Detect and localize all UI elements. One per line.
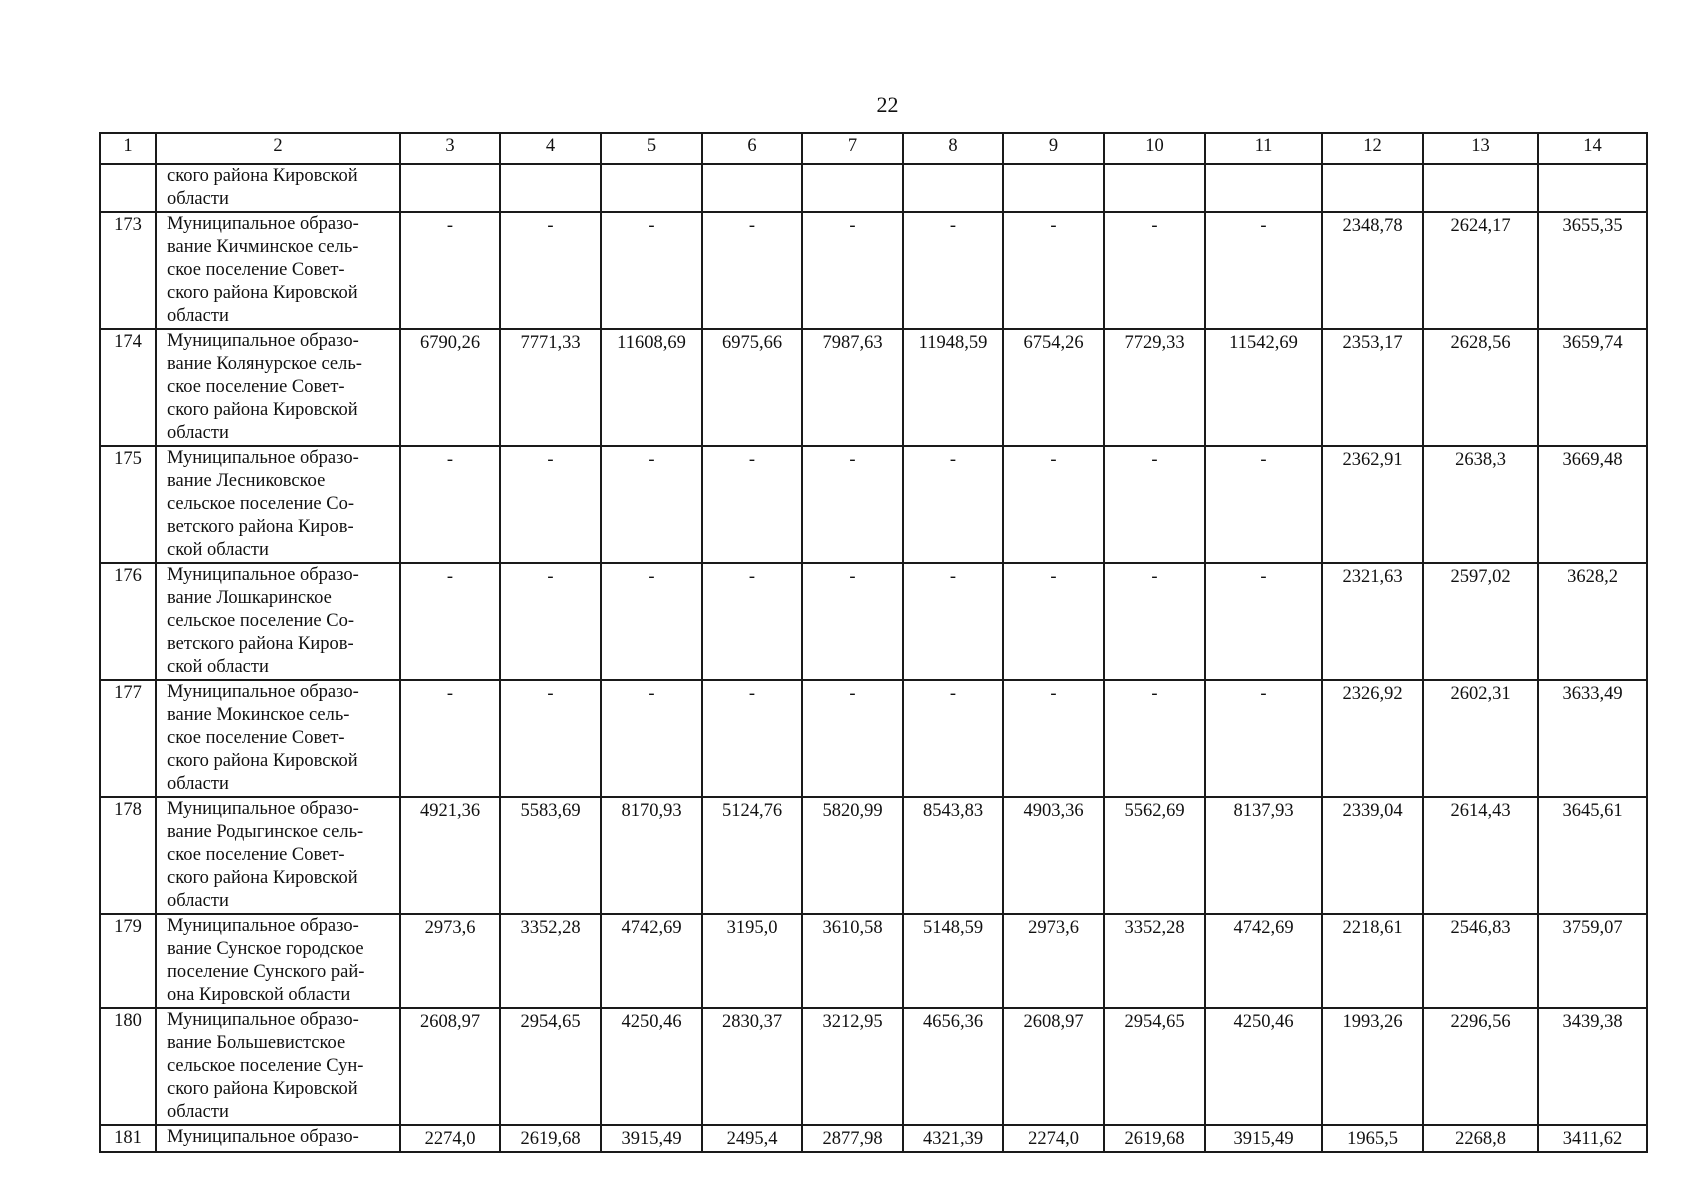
table-row [100, 212, 1647, 329]
tariff-value-cell [802, 164, 903, 212]
tariff-value-cell: 1965,5 [1322, 1125, 1423, 1152]
tariff-value-cell [500, 164, 601, 212]
tariff-value-cell: - [903, 446, 1003, 563]
tariff-value-cell: 3915,49 [1205, 1125, 1322, 1152]
tariff-value-cell: 2830,37 [702, 1008, 802, 1125]
tariff-value-cell: 3659,74 [1538, 329, 1647, 446]
tariff-value-cell: - [400, 680, 500, 797]
column-header: 3 [400, 133, 500, 164]
tariff-value-cell: 2268,8 [1423, 1125, 1538, 1152]
tariff-value-cell: 5148,59 [903, 914, 1003, 1008]
municipality-name-line: вание Большевистское [167, 1033, 346, 1053]
tariff-value-cell: 8543,83 [903, 797, 1003, 914]
tariff-value-cell: 5124,76 [702, 797, 802, 914]
municipality-name-line: Муниципальное образо- [167, 799, 359, 819]
tariff-value-cell: 8137,93 [1205, 797, 1322, 914]
tariff-value-cell: 3195,0 [702, 914, 802, 1008]
column-header: 11 [1205, 133, 1322, 164]
tariff-value-cell: 2638,3 [1423, 446, 1538, 563]
municipality-name-line: области [167, 774, 229, 794]
municipality-name-cell [156, 563, 400, 680]
tariff-value-cell: 3628,2 [1538, 563, 1647, 680]
tariff-value-cell: 2274,0 [1003, 1125, 1104, 1152]
table-row [100, 563, 1647, 680]
tariff-value-cell: 4250,46 [1205, 1008, 1322, 1125]
tariff-value-cell: - [1003, 446, 1104, 563]
tariff-value-cell: 2348,78 [1322, 212, 1423, 329]
tariff-value-cell: 2608,97 [1003, 1008, 1104, 1125]
tariff-value-cell [1104, 164, 1205, 212]
municipality-name-line: сельское поселение Сун- [167, 1056, 364, 1076]
column-header: 14 [1538, 133, 1647, 164]
column-header: 13 [1423, 133, 1538, 164]
tariff-value-cell [601, 164, 702, 212]
tariff-value-cell: - [702, 563, 802, 680]
municipality-name-line: вание Родыгинское сель- [167, 822, 364, 842]
table-row [100, 329, 1647, 446]
tariff-value-cell [702, 164, 802, 212]
tariff-value-cell [903, 164, 1003, 212]
column-number-header-row [100, 133, 1647, 164]
tariff-value-cell [1423, 164, 1538, 212]
tariff-value-cell: 2954,65 [1104, 1008, 1205, 1125]
tariff-value-cell: 11542,69 [1205, 329, 1322, 446]
table-row [100, 1008, 1647, 1125]
tariff-value-cell: - [601, 446, 702, 563]
tariff-value-cell: 3633,49 [1538, 680, 1647, 797]
municipality-name-line: ского района Кировской [167, 166, 358, 186]
municipality-name-line: ского района Кировской [167, 751, 358, 771]
tariff-value-cell: 2602,31 [1423, 680, 1538, 797]
row-number-cell: 180 [100, 1008, 156, 1125]
municipality-name-line: области [167, 189, 229, 209]
tariff-value-cell: 3915,49 [601, 1125, 702, 1152]
column-header: 9 [1003, 133, 1104, 164]
municipality-name-line: области [167, 1102, 229, 1122]
tariff-value-cell: 11948,59 [903, 329, 1003, 446]
tariff-value-cell: 4250,46 [601, 1008, 702, 1125]
municipality-name-line: вание Колянурское сель- [167, 354, 362, 374]
municipality-name-cell [156, 797, 400, 914]
municipality-name-line: ское поселение Совет- [167, 845, 345, 865]
tariff-value-cell: - [500, 212, 601, 329]
tariff-value-cell: - [1003, 212, 1104, 329]
municipality-name-line: сельское поселение Со- [167, 611, 354, 631]
tariff-value-cell: - [601, 563, 702, 680]
tariff-value-cell: - [802, 563, 903, 680]
column-header: 8 [903, 133, 1003, 164]
tariff-value-cell: 2608,97 [400, 1008, 500, 1125]
municipality-name-line: вание Сунское городское [167, 939, 364, 959]
tariff-value-cell: - [1003, 680, 1104, 797]
municipality-name-line: области [167, 891, 229, 911]
tariff-value-cell: - [1104, 563, 1205, 680]
tariff-value-cell: - [1205, 446, 1322, 563]
municipality-name-line: ского района Кировской [167, 1079, 358, 1099]
municipality-name-line: области [167, 423, 229, 443]
table-row [100, 164, 1647, 212]
column-header: 5 [601, 133, 702, 164]
tariff-value-cell: - [802, 446, 903, 563]
tariff-value-cell: 7987,63 [802, 329, 903, 446]
row-number-cell: 177 [100, 680, 156, 797]
municipality-name-line: ской области [167, 540, 269, 560]
tariff-value-cell [1538, 164, 1647, 212]
row-number-cell: 176 [100, 563, 156, 680]
tariff-value-cell: 3352,28 [500, 914, 601, 1008]
column-header: 10 [1104, 133, 1205, 164]
tariff-value-cell: 5583,69 [500, 797, 601, 914]
municipality-name-cell [156, 680, 400, 797]
tariff-value-cell: 2362,91 [1322, 446, 1423, 563]
row-number-cell: 181 [100, 1125, 156, 1152]
row-number-cell [100, 164, 156, 212]
tariff-value-cell: 4321,39 [903, 1125, 1003, 1152]
tariff-value-cell: - [1205, 563, 1322, 680]
tariff-value-cell: - [500, 563, 601, 680]
municipality-name-line: ского района Кировской [167, 868, 358, 888]
tariff-value-cell: 2274,0 [400, 1125, 500, 1152]
municipality-name-line: она Кировской области [167, 985, 351, 1005]
row-number-cell: 175 [100, 446, 156, 563]
tariff-value-cell: - [702, 212, 802, 329]
tariff-value-cell: 2619,68 [1104, 1125, 1205, 1152]
table-row [100, 446, 1647, 563]
table-row [100, 914, 1647, 1008]
municipality-name-line: Муниципальное образо- [167, 1010, 359, 1030]
tariff-value-cell: 4656,36 [903, 1008, 1003, 1125]
tariff-value-cell [400, 164, 500, 212]
municipality-name-cell [156, 914, 400, 1008]
tariff-value-cell: - [400, 212, 500, 329]
tariff-value-cell: 2218,61 [1322, 914, 1423, 1008]
tariff-value-cell: 5562,69 [1104, 797, 1205, 914]
municipality-name-line: поселение Сунского рай- [167, 962, 365, 982]
column-header: 1 [100, 133, 156, 164]
tariff-value-cell: 7729,33 [1104, 329, 1205, 446]
tariff-value-cell: 3655,35 [1538, 212, 1647, 329]
tariff-value-cell: - [1104, 446, 1205, 563]
tariff-value-cell: 2619,68 [500, 1125, 601, 1152]
municipality-name-line: Муниципальное образо- [167, 448, 359, 468]
tariff-value-cell: 2597,02 [1423, 563, 1538, 680]
tariff-value-cell [1205, 164, 1322, 212]
tariff-value-cell: 3411,62 [1538, 1125, 1647, 1152]
tariff-value-cell: - [601, 212, 702, 329]
municipality-name-cell [156, 212, 400, 329]
municipality-name-cell [156, 164, 400, 212]
tariff-value-cell: - [1104, 680, 1205, 797]
tariff-value-cell: - [500, 446, 601, 563]
municipality-name-line: Муниципальное образо- [167, 214, 359, 234]
tariff-value-cell: 3212,95 [802, 1008, 903, 1125]
tariff-value-cell: 2973,6 [400, 914, 500, 1008]
municipality-name-line: вание Лошкаринское [167, 588, 332, 608]
municipality-name-line: ское поселение Совет- [167, 260, 345, 280]
table-body [100, 133, 1647, 1152]
municipality-name-line: ветского района Киров- [167, 517, 354, 537]
table-row [100, 680, 1647, 797]
tariff-value-cell: 1993,26 [1322, 1008, 1423, 1125]
tariff-value-cell: 2326,92 [1322, 680, 1423, 797]
municipality-name-line: ское поселение Совет- [167, 728, 345, 748]
municipality-name-line: вание Лесниковское [167, 471, 326, 491]
tariff-value-cell: - [500, 680, 601, 797]
tariff-value-cell: 4742,69 [601, 914, 702, 1008]
tariff-value-cell: 7771,33 [500, 329, 601, 446]
tariff-value-cell: 6975,66 [702, 329, 802, 446]
column-header: 4 [500, 133, 601, 164]
tariff-value-cell: - [400, 563, 500, 680]
tariff-value-cell: 11608,69 [601, 329, 702, 446]
municipality-name-line: сельское поселение Со- [167, 494, 354, 514]
tariff-value-cell: 2321,63 [1322, 563, 1423, 680]
column-header: 12 [1322, 133, 1423, 164]
tariff-value-cell: - [400, 446, 500, 563]
municipality-name-cell [156, 446, 400, 563]
municipality-name-cell [156, 1008, 400, 1125]
tariff-value-cell: 5820,99 [802, 797, 903, 914]
municipality-name-line: Муниципальное образо- [167, 565, 359, 585]
row-number-cell: 173 [100, 212, 156, 329]
tariff-value-cell: - [1104, 212, 1205, 329]
municipality-name-cell [156, 329, 400, 446]
municipality-name-line: вание Кичминское сель- [167, 237, 359, 257]
tariff-value-cell: 2353,17 [1322, 329, 1423, 446]
tariff-value-cell: - [1003, 563, 1104, 680]
municipality-name-line: ветского района Киров- [167, 634, 354, 654]
tariff-value-cell: - [601, 680, 702, 797]
tariff-value-cell: 3645,61 [1538, 797, 1647, 914]
tariff-value-cell: 2628,56 [1423, 329, 1538, 446]
tariff-value-cell: 3669,48 [1538, 446, 1647, 563]
tariff-value-cell: 3759,07 [1538, 914, 1647, 1008]
page-number: 22 [876, 92, 899, 117]
tariff-value-cell: 4903,36 [1003, 797, 1104, 914]
municipality-name-line: Муниципальное образо- [167, 916, 359, 936]
tariff-value-cell: 2614,43 [1423, 797, 1538, 914]
tariff-value-cell: 3439,38 [1538, 1008, 1647, 1125]
municipality-name-line: ского района Кировской [167, 400, 358, 420]
tariff-value-cell: 2546,83 [1423, 914, 1538, 1008]
row-number-cell: 178 [100, 797, 156, 914]
table-row [100, 1125, 1647, 1152]
tariff-table [99, 132, 1648, 1153]
tariff-value-cell: - [702, 446, 802, 563]
row-number-cell: 174 [100, 329, 156, 446]
tariff-value-cell [1322, 164, 1423, 212]
tariff-value-cell: 2954,65 [500, 1008, 601, 1125]
tariff-value-cell: - [903, 212, 1003, 329]
column-header: 7 [802, 133, 903, 164]
municipality-name-line: Муниципальное образо- [167, 1127, 359, 1147]
tariff-value-cell [1003, 164, 1104, 212]
municipality-name-line: Муниципальное образо- [167, 331, 359, 351]
tariff-value-cell: - [1205, 680, 1322, 797]
tariff-value-cell: 4742,69 [1205, 914, 1322, 1008]
tariff-value-cell: 2339,04 [1322, 797, 1423, 914]
tariff-value-cell: 2877,98 [802, 1125, 903, 1152]
tariff-value-cell: 4921,36 [400, 797, 500, 914]
municipality-name-line: ского района Кировской [167, 283, 358, 303]
municipality-name-line: Муниципальное образо- [167, 682, 359, 702]
tariff-value-cell: 3610,58 [802, 914, 903, 1008]
municipality-name-line: ской области [167, 657, 269, 677]
tariff-value-cell: 3352,28 [1104, 914, 1205, 1008]
municipality-name-line: ское поселение Совет- [167, 377, 345, 397]
tariff-value-cell: 6790,26 [400, 329, 500, 446]
tariff-value-cell: - [702, 680, 802, 797]
municipality-name-line: вание Мокинское сель- [167, 705, 350, 725]
tariff-value-cell: - [802, 212, 903, 329]
row-number-cell: 179 [100, 914, 156, 1008]
tariff-value-cell: 6754,26 [1003, 329, 1104, 446]
table-row [100, 797, 1647, 914]
tariff-value-cell: 2624,17 [1423, 212, 1538, 329]
tariff-value-cell: 2495,4 [702, 1125, 802, 1152]
tariff-value-cell: - [802, 680, 903, 797]
tariff-value-cell: - [903, 563, 1003, 680]
tariff-value-cell: 8170,93 [601, 797, 702, 914]
tariff-value-cell: - [903, 680, 1003, 797]
municipality-name-line: области [167, 306, 229, 326]
tariff-value-cell: - [1205, 212, 1322, 329]
column-header: 6 [702, 133, 802, 164]
tariff-value-cell: 2973,6 [1003, 914, 1104, 1008]
municipality-name-cell [156, 1125, 400, 1152]
tariff-value-cell: 2296,56 [1423, 1008, 1538, 1125]
column-header: 2 [156, 133, 400, 164]
